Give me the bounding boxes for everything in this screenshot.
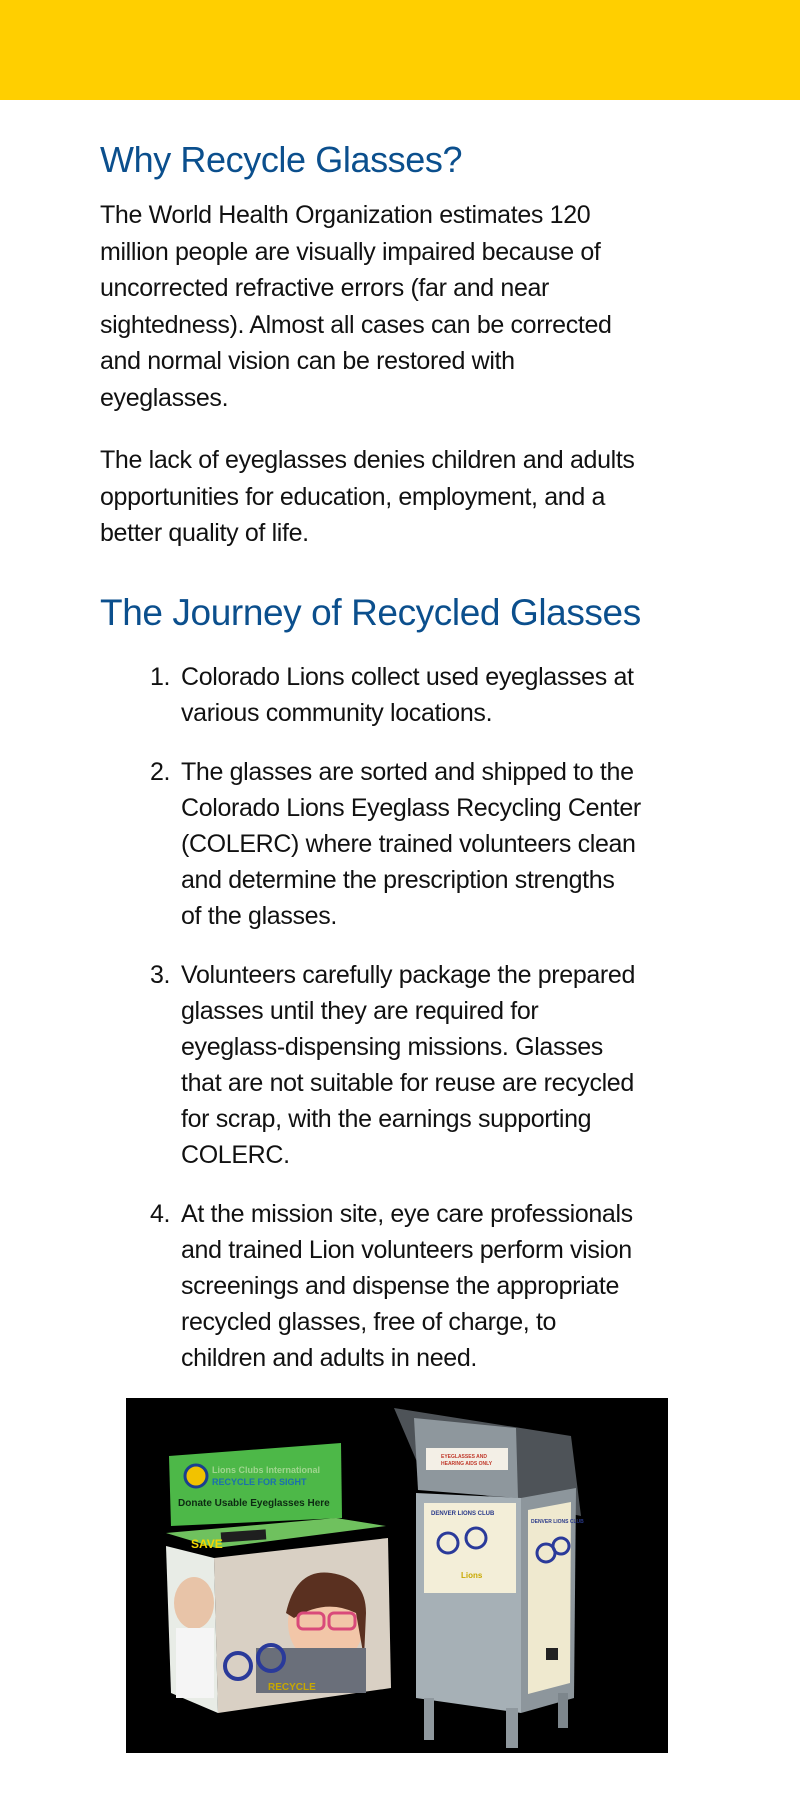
- section-title-journey: The Journey of Recycled Glasses: [100, 592, 641, 633]
- text-line: COLERC.: [181, 1141, 290, 1169]
- text-line: screenings and dispense the appropriate: [181, 1272, 620, 1300]
- text-line: that are not suitable for reuse are recycled: [181, 1069, 634, 1097]
- text-line: various community locations.: [181, 699, 493, 727]
- list-number: 2.: [150, 758, 171, 786]
- text-line: better quality of life.: [100, 519, 309, 547]
- text-line: (COLERC) where trained volunteers clean: [181, 830, 636, 858]
- collection-boxes-illustration: [126, 1398, 668, 1753]
- text-line: sightedness). Almost all cases can be corrected: [100, 310, 612, 339]
- svg-text:RECYCLE FOR SIGHT: RECYCLE FOR SIGHT: [212, 1477, 307, 1487]
- svg-text:Donate Usable Eyeglasses Here: Donate Usable Eyeglasses Here: [178, 1498, 330, 1509]
- svg-text:Lions Clubs International: Lions Clubs International: [212, 1465, 321, 1475]
- text-line: The glasses are sorted and shipped to the: [181, 758, 634, 786]
- svg-text:RECYCLE: RECYCLE: [268, 1682, 316, 1693]
- text-line: opportunities for education, employment, and a: [100, 482, 606, 511]
- svg-text:SAVE: SAVE: [191, 1537, 223, 1551]
- text-line: The lack of eyeglasses denies children and adults: [100, 446, 635, 474]
- text-line: and normal vision can be restored with: [100, 347, 515, 375]
- text-line: million people are visually impaired because of: [100, 237, 601, 266]
- text-line: for scrap, with the earnings supporting: [181, 1105, 592, 1133]
- text-line: Volunteers carefully package the prepared: [181, 961, 636, 989]
- text-line: and trained Lion volunteers perform vision: [181, 1236, 632, 1264]
- text-line: Colorado Lions collect used eyeglasses at: [181, 663, 634, 691]
- list-number: 4.: [150, 1200, 171, 1228]
- section-title-why-recycle: Why Recycle Glasses?: [100, 139, 463, 180]
- collection-boxes-photo: [126, 1398, 668, 1753]
- svg-text:DENVER LIONS CLUB: DENVER LIONS CLUB: [431, 1511, 495, 1517]
- top-banner: [0, 0, 800, 100]
- svg-text:HEARING AIDS ONLY: HEARING AIDS ONLY: [441, 1461, 493, 1467]
- text-line: eyeglass-dispensing missions. Glasses: [181, 1033, 603, 1061]
- paragraph-lack-of-eyeglasses: [100, 442, 635, 552]
- text-line: and determine the prescription strengths: [181, 866, 615, 894]
- text-line: The World Health Organization estimates 120: [100, 201, 591, 229]
- text-line: glasses until they are required for: [181, 997, 539, 1025]
- paragraph-who-statistic: [100, 197, 612, 416]
- text-line: of the glasses.: [181, 902, 337, 930]
- list-number: 1.: [150, 663, 171, 691]
- svg-text:DENVER LIONS CLUB: DENVER LIONS CLUB: [531, 1519, 584, 1525]
- metal-collection-bin: [394, 1408, 584, 1748]
- text-line: At the mission site, eye care professionals: [181, 1200, 633, 1228]
- text-line: uncorrected refractive errors (far and near: [100, 274, 550, 302]
- text-line: children and adults in need.: [181, 1344, 477, 1372]
- svg-text:EYEGLASSES AND: EYEGLASSES AND: [441, 1454, 487, 1460]
- text-line: eyeglasses.: [100, 383, 229, 412]
- list-number: 3.: [150, 961, 171, 989]
- text-line: Colorado Lions Eyeglass Recycling Center: [181, 794, 641, 822]
- svg-text:Lions: Lions: [461, 1571, 483, 1580]
- text-line: recycled glasses, free of charge, to: [181, 1308, 557, 1336]
